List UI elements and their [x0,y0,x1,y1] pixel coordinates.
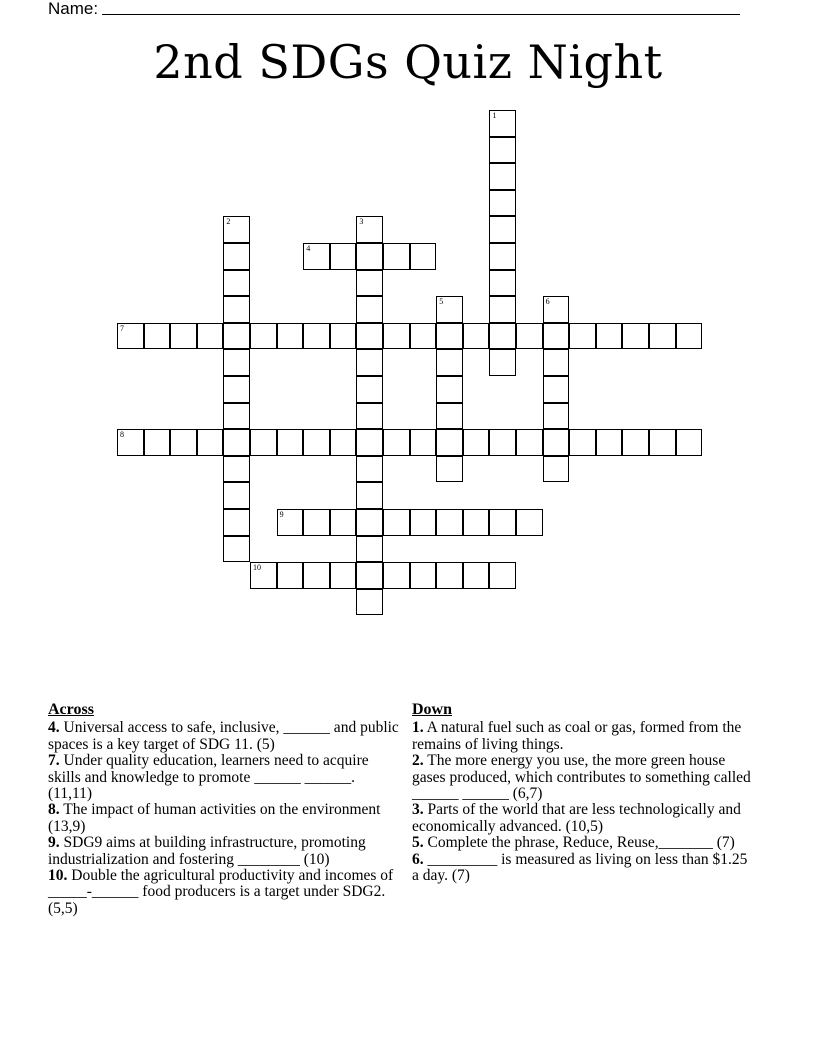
crossword-cell[interactable] [489,562,516,589]
crossword-cell[interactable] [516,323,543,350]
crossword-cell[interactable] [330,429,357,456]
crossword-cell[interactable] [543,323,570,350]
crossword-cell[interactable] [383,509,410,536]
crossword-cell[interactable] [543,296,570,323]
clue-text: Complete the phrase, Reduce, Reuse,_______ (7) [423,834,735,852]
clue-label-number: 10. [48,867,68,885]
clue-text: SDG9 aims at building infrastructure, promoting industrialization and fostering ________ (10) [48,834,366,868]
across-clue [48,720,400,753]
crossword-cell[interactable] [436,429,463,456]
crossword-cell[interactable] [223,323,250,350]
clue-number: 7 [120,323,124,333]
crossword-cell[interactable] [489,190,516,217]
clue-number: 4 [306,244,311,253]
crossword-cell[interactable] [622,429,649,456]
crossword-cell[interactable] [436,456,463,483]
clue-number: 10 [253,563,261,573]
crossword-cell[interactable] [410,243,437,270]
clue-number: 9 [279,510,284,519]
crossword-cell[interactable] [223,456,250,483]
clue-label-number: 3. [412,801,424,819]
crossword-cell[interactable] [356,376,383,403]
crossword-cell[interactable] [489,216,516,243]
crossword-cell[interactable] [489,110,516,137]
crossword-cell[interactable] [543,376,570,403]
crossword-cell[interactable] [383,323,410,350]
clue-number: 6 [545,297,550,307]
across-heading: Across [48,701,94,718]
crossword-cell[interactable] [410,323,437,350]
crossword-cell[interactable] [223,216,250,243]
across-clue [48,868,400,917]
crossword-cell[interactable] [144,323,171,350]
crossword-cell[interactable] [356,296,383,323]
clue-text: Under quality education, learners need to acquire skills and knowledge to promote ______ ______. (11,11) [48,752,369,803]
crossword-cell[interactable] [356,562,383,589]
crossword-cell[interactable] [330,243,357,270]
clue-number: 2 [226,217,231,227]
crossword-cell[interactable] [356,243,383,270]
crossword-cell[interactable] [676,429,703,456]
crossword-cell[interactable] [463,562,490,589]
crossword-cell[interactable] [303,323,330,350]
crossword-cell[interactable] [277,509,304,536]
crossword-cell[interactable] [356,216,383,243]
crossword-cell[interactable] [197,429,224,456]
crossword-cell[interactable] [436,349,463,376]
crossword-cell[interactable] [676,323,703,350]
crossword-cell[interactable] [197,323,224,350]
crossword-cell[interactable] [463,323,490,350]
crossword-cell[interactable] [596,323,623,350]
clue-label-number: 6. [412,850,424,868]
crossword-cell[interactable] [223,509,250,536]
clue-text: Double the agricultural productivity and incomes of _____-______ food producers is a target under SDG2. (5,5) [48,867,394,917]
crossword-cell[interactable] [356,456,383,483]
crossword-cell[interactable] [463,509,490,536]
clue-text: The impact of human activities on the environment (13,9) [48,801,381,835]
crossword-cell[interactable] [223,270,250,297]
crossword-cell[interactable] [303,509,330,536]
across-clues [48,702,400,917]
clue-label-number: 7. [48,752,60,770]
clue-text: Parts of the world that are less technologically and economically advanced. (10,5) [412,801,741,835]
crossword-cell[interactable] [250,323,277,350]
crossword-cell[interactable] [117,323,144,350]
clue-label-number: 5. [412,834,424,852]
clue-label-number: 8. [48,801,60,819]
crossword-cell[interactable] [356,403,383,430]
across-clue [48,835,400,868]
crossword-cell[interactable] [277,562,304,589]
crossword-cell[interactable] [383,429,410,456]
crossword-cell[interactable] [303,243,330,270]
crossword-cell[interactable] [410,562,437,589]
crossword-cell[interactable] [436,562,463,589]
crossword-cell[interactable] [303,429,330,456]
down-clue-list [412,720,757,884]
crossword-cell[interactable] [356,509,383,536]
crossword-cell[interactable] [223,376,250,403]
crossword-cell[interactable] [223,296,250,323]
clue-text: Universal access to safe, inclusive, ______ and public spaces is a key target of SDG 11. (5) [48,719,399,753]
crossword-cell[interactable] [516,509,543,536]
crossword-cell[interactable] [489,323,516,350]
crossword-cell[interactable] [569,429,596,456]
clue-text: A natural fuel such as coal or gas, formed from the remains of living things. [412,719,742,753]
crossword-cell[interactable] [330,562,357,589]
clue-number: 5 [439,297,444,307]
crossword-cell[interactable] [622,323,649,350]
crossword-cell[interactable] [250,562,277,589]
clue-label-number: 4. [48,719,60,737]
crossword-cell[interactable] [489,296,516,323]
crossword-cell[interactable] [330,323,357,350]
clue-label-number: 1. [412,719,424,737]
down-heading: Down [412,701,453,718]
crossword-cell[interactable] [543,403,570,430]
crossword-cell[interactable] [543,456,570,483]
crossword-cell[interactable] [436,376,463,403]
crossword-cell[interactable] [356,323,383,350]
crossword-cell[interactable] [436,509,463,536]
crossword-cell[interactable] [170,323,197,350]
crossword-cell[interactable] [489,243,516,270]
crossword-cell[interactable] [223,243,250,270]
crossword-cell[interactable] [489,163,516,190]
clue-number: 3 [359,217,364,227]
crossword-cell[interactable] [277,429,304,456]
clue-number: 1 [492,111,497,120]
down-clue [412,835,757,851]
crossword-cell[interactable] [223,482,250,509]
crossword-cell[interactable] [436,296,463,323]
crossword-cell[interactable] [250,429,277,456]
clue-label-number: 2. [412,752,424,770]
crossword-cell[interactable] [223,403,250,430]
crossword-cell[interactable] [223,536,250,563]
crossword-cell[interactable] [170,429,197,456]
crossword-cell[interactable] [303,562,330,589]
crossword-cell[interactable] [489,429,516,456]
crossword-cell[interactable] [356,589,383,616]
down-clue [412,852,757,885]
crossword-cell[interactable] [277,323,304,350]
crossword-cell[interactable] [383,562,410,589]
down-clue [412,802,757,835]
crossword-cell[interactable] [596,429,623,456]
crossword-cell[interactable] [223,429,250,456]
clue-text: _________ is measured as living on less than $1.25 a day. (7) [412,850,748,885]
crossword-cell[interactable] [436,403,463,430]
clue-text: The more energy you use, the more green house gases produced, which contributes to something called ______ ______ (6,7) [412,752,751,803]
crossword-cell[interactable] [356,429,383,456]
down-clue [412,720,757,753]
crossword-cell[interactable] [223,349,250,376]
across-clue-list [48,720,400,917]
name-label: Name: [48,0,99,18]
crossword-cell[interactable] [356,482,383,509]
clue-number: 8 [120,430,124,440]
crossword-cell[interactable] [543,349,570,376]
crossword-cell[interactable] [356,349,383,376]
crossword-cell[interactable] [649,429,676,456]
crossword-cell[interactable] [489,349,516,376]
crossword-cell[interactable] [463,429,490,456]
down-clue [412,753,757,802]
page-title: 2nd SDGs Quiz Night [153,35,663,89]
crossword-cell[interactable] [649,323,676,350]
across-clue [48,802,400,835]
crossword-cell[interactable] [569,323,596,350]
crossword-cell[interactable] [356,270,383,297]
crossword-cell[interactable] [516,429,543,456]
crossword-cell[interactable] [410,509,437,536]
down-clues [412,702,757,884]
crossword-cell[interactable] [383,243,410,270]
crossword-cell[interactable] [543,429,570,456]
clue-label-number: 9. [48,834,60,852]
crossword-cell[interactable] [489,509,516,536]
crossword-cell[interactable] [144,429,171,456]
across-clue [48,753,400,802]
crossword-cell[interactable] [436,323,463,350]
crossword-cell[interactable] [489,137,516,164]
crossword-cell[interactable] [489,270,516,297]
crossword-cell[interactable] [356,536,383,563]
crossword-cell[interactable] [410,429,437,456]
crossword-cell[interactable] [330,509,357,536]
crossword-cell[interactable] [117,429,144,456]
